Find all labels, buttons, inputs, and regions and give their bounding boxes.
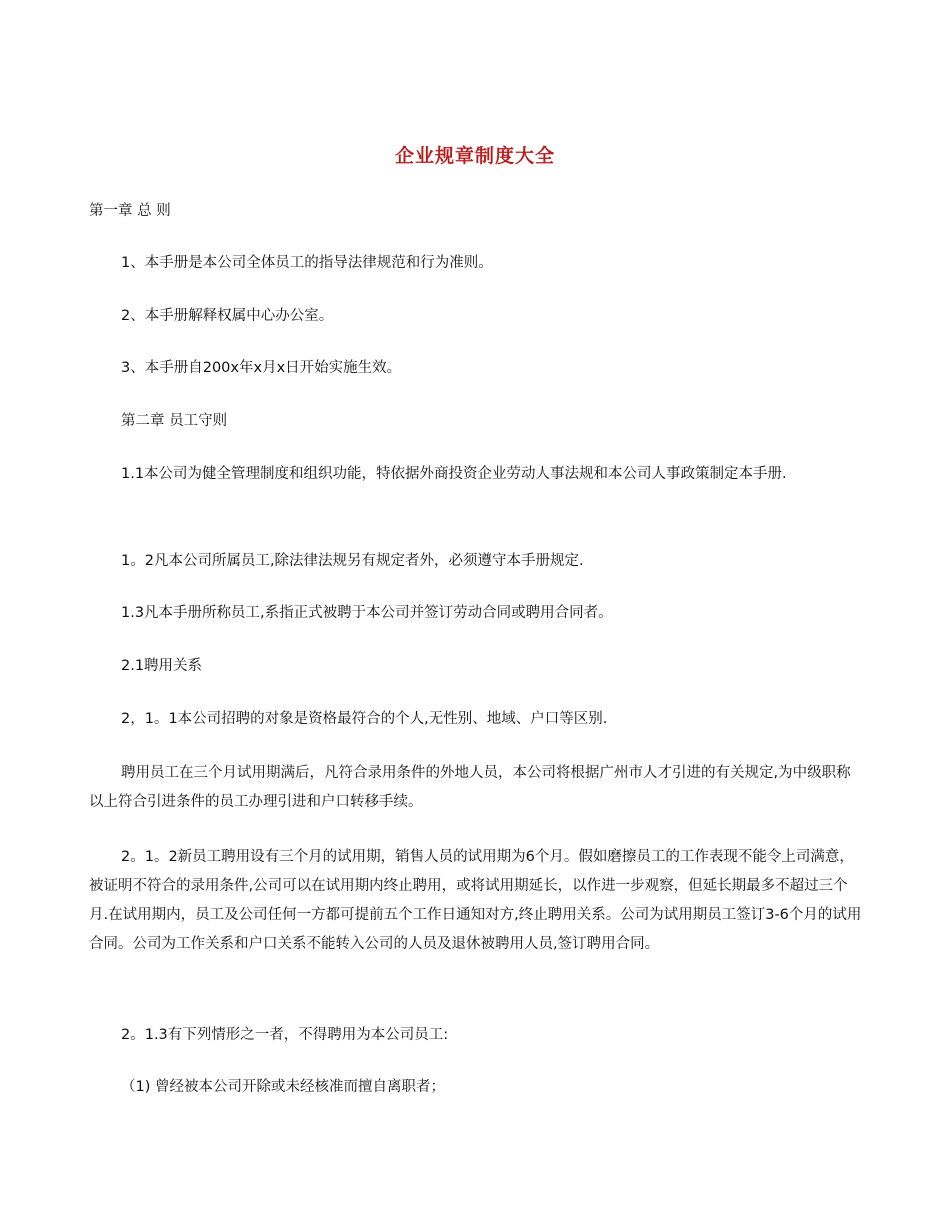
paragraph: 1.1本公司为健全管理制度和组织功能，特依据外商投资企业劳动人事法规和本公司人事政策制定本手册.: [121, 466, 787, 482]
paragraph: 1。2凡本公司所属员工,除法律法规另有规定者外，必须遵守本手册规定.: [121, 553, 584, 569]
paragraph: 2，1。1本公司招聘的对象是资格最符合的个人,无性别、地域、户口等区别.: [121, 711, 608, 727]
paragraph: 2。1.3有下列情形之一者，不得聘用为本公司员工:: [121, 1027, 449, 1043]
paragraph: 聘用员工在三个月试用期满后，凡符合录用条件的外地人员，本公司将根据广州市人才引进的有关规定,为中级职称以上符合引进条件的员工办理引进和户口转移手续。: [89, 765, 851, 810]
document-title: 企业规章制度大全: [394, 145, 555, 167]
chapter-1-heading: 第一章 总 则: [89, 203, 171, 219]
paragraph: 2。1。2新员工聘用设有三个月的试用期，销售人员的试用期为6个月。假如磨擦员工的工作表现不能令上司满意，被证明不符合的录用条件,公司可以在试用期内终止聘用，或将试用期延长，以作进一步观察，但延长期最多不超过三个月.在试用期内，员工及公司任何一方都可提前五个工作日通知对方,终止聘用关系。公司为试用期员工签订3-6个月的试用合同。公司为工作关系和户口关系不能转入公司的人员及退休被聘用人员,签订聘用合同。: [89, 849, 862, 952]
paragraph: 3、本手册自200x年x月x日开始实施生效。: [121, 360, 402, 376]
chapter-2-heading: 第二章 员工守则: [121, 413, 228, 429]
list-item: （1) 曾经被本公司开除或未经核准而擅自离职者；: [121, 1079, 445, 1095]
section-heading: 2.1聘用关系: [121, 658, 203, 674]
paragraph: 2、本手册解释权属中心办公室。: [121, 308, 334, 324]
paragraph: 1.3凡本手册所称员工,系指正式被聘于本公司并签订劳动合同或聘用合同者。: [121, 605, 613, 621]
paragraph: 1、本手册是本公司全体员工的指导法律规范和行为准则。: [121, 255, 493, 271]
